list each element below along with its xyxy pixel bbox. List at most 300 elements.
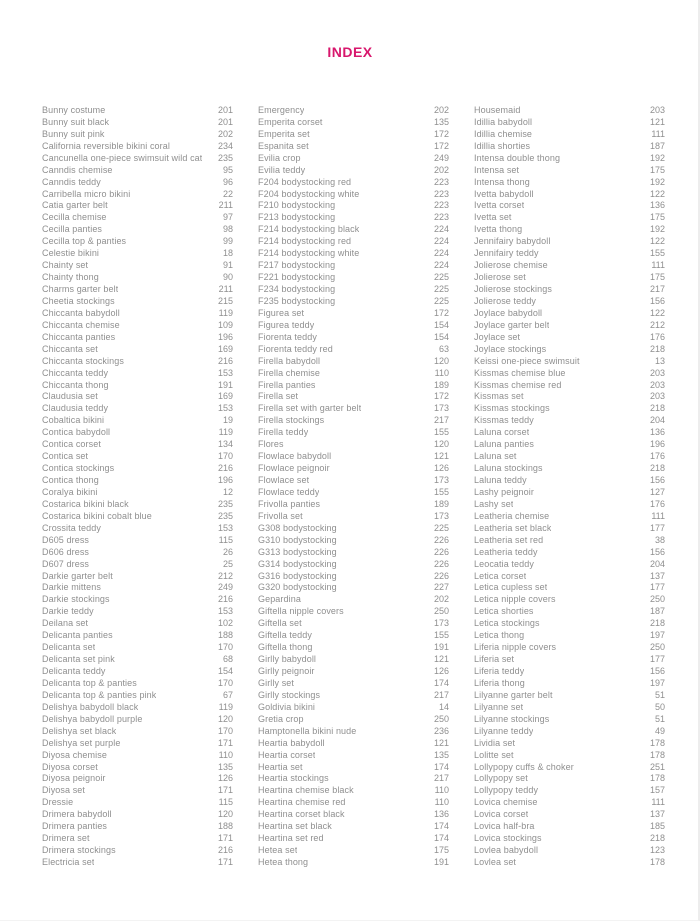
- entry-name: Letica thong: [474, 630, 525, 641]
- entry-name: Laluna set: [474, 451, 517, 462]
- index-row: [474, 271, 665, 283]
- entry-page-number: 216: [217, 594, 233, 605]
- index-row: [258, 414, 449, 426]
- entry-name: Claudusia teddy: [42, 403, 109, 414]
- index-row: [474, 104, 665, 116]
- entry-page-number: 203: [649, 391, 665, 402]
- entry-page-number: 178: [649, 857, 665, 868]
- entry-name: Darkie teddy: [42, 606, 94, 617]
- entry-page-number: 188: [217, 821, 233, 832]
- entry-name: Flores: [258, 439, 284, 450]
- index-row: [258, 450, 449, 462]
- entry-name: G316 bodystocking: [258, 570, 337, 581]
- entry-page-number: 218: [649, 343, 665, 354]
- entry-name: F221 bodystocking: [258, 272, 336, 283]
- entry-name: Lovica stockings: [474, 833, 542, 844]
- index-row: [42, 307, 233, 319]
- entry-page-number: 225: [433, 522, 449, 533]
- entry-page-number: 216: [217, 463, 233, 474]
- entry-name: Canndis chemise: [42, 164, 113, 175]
- index-row: [42, 593, 233, 605]
- index-row: [258, 259, 449, 271]
- entry-page-number: 197: [649, 630, 665, 641]
- index-row: [42, 128, 233, 140]
- entry-name: Idillia babydoll: [474, 116, 533, 127]
- entry-name: Emergency: [258, 104, 305, 115]
- entry-page-number: 249: [217, 582, 233, 593]
- entry-name: Cecilla chemise: [42, 212, 107, 223]
- index-row: [42, 331, 233, 343]
- entry-page-number: 216: [217, 355, 233, 366]
- index-row: [42, 546, 233, 558]
- entry-page-number: 225: [433, 272, 449, 283]
- entry-name: Liferia set: [474, 654, 515, 665]
- entry-page-number: 178: [649, 773, 665, 784]
- entry-page-number: 156: [649, 666, 665, 677]
- entry-page-number: 175: [433, 845, 449, 856]
- entry-page-number: 218: [649, 463, 665, 474]
- entry-name: Heartina set red: [258, 833, 324, 844]
- index-row: [258, 367, 449, 379]
- entry-page-number: 218: [649, 833, 665, 844]
- entry-name: Jolierose chemise: [474, 260, 548, 271]
- entry-page-number: 119: [218, 307, 233, 318]
- entry-page-number: 174: [433, 821, 449, 832]
- entry-page-number: 250: [649, 594, 665, 605]
- index-row: [258, 283, 449, 295]
- entry-page-number: 175: [649, 212, 665, 223]
- entry-page-number: 126: [433, 463, 449, 474]
- index-row: [258, 773, 449, 785]
- entry-page-number: 202: [433, 164, 449, 175]
- entry-name: Celestie bikini: [42, 248, 100, 259]
- entry-name: F235 bodystocking: [258, 295, 336, 306]
- index-row: [474, 725, 665, 737]
- entry-page-number: 250: [433, 713, 449, 724]
- entry-name: D607 dress: [42, 558, 90, 569]
- entry-name: Laluna corset: [474, 427, 530, 438]
- entry-name: F214 bodystocking black: [258, 224, 360, 235]
- index-row: [42, 438, 233, 450]
- entry-name: Drimera babydoll: [42, 809, 112, 820]
- index-row: [42, 796, 233, 808]
- index-row: [474, 152, 665, 164]
- index-row: [258, 593, 449, 605]
- index-row: [42, 379, 233, 391]
- entry-name: Dressie: [42, 797, 74, 808]
- index-row: [42, 725, 233, 737]
- index-row: [258, 402, 449, 414]
- entry-name: G313 bodystocking: [258, 546, 337, 557]
- entry-page-number: 67: [222, 689, 233, 700]
- entry-name: Flowlace babydoll: [258, 451, 332, 462]
- index-row: [258, 391, 449, 403]
- entry-name: Delishya set purple: [42, 737, 121, 748]
- entry-page-number: 224: [433, 260, 449, 271]
- index-row: [42, 319, 233, 331]
- entry-name: Jennifairy babydoll: [474, 236, 551, 247]
- entry-page-number: 249: [433, 152, 449, 163]
- entry-page-number: 122: [649, 307, 665, 318]
- index-row: [42, 749, 233, 761]
- index-row: [258, 235, 449, 247]
- index-row: [474, 223, 665, 235]
- entry-name: Charms garter belt: [42, 284, 119, 295]
- entry-page-number: 50: [654, 701, 665, 712]
- index-row: [474, 426, 665, 438]
- entry-page-number: 203: [649, 367, 665, 378]
- index-row: [474, 593, 665, 605]
- entry-page-number: 227: [433, 582, 449, 593]
- index-row: [474, 677, 665, 689]
- entry-name: Gretia crop: [258, 713, 304, 724]
- entry-page-number: 153: [217, 606, 233, 617]
- index-row: [474, 283, 665, 295]
- entry-page-number: 137: [649, 809, 665, 820]
- entry-name: Carribella micro bikini: [42, 188, 131, 199]
- entry-name: Chainty set: [42, 260, 89, 271]
- entry-page-number: 123: [649, 845, 665, 856]
- entry-name: F217 bodystocking: [258, 260, 336, 271]
- index-row: [42, 152, 233, 164]
- index-row: [474, 319, 665, 331]
- index-row: [474, 247, 665, 259]
- index-row: [474, 140, 665, 152]
- entry-page-number: 111: [651, 128, 665, 139]
- index-row: [474, 498, 665, 510]
- index-row: [474, 629, 665, 641]
- entry-name: Housemaid: [474, 104, 521, 115]
- index-row: [474, 653, 665, 665]
- entry-name: Emperita corset: [258, 116, 323, 127]
- entry-name: Costarica bikini cobalt blue: [42, 510, 152, 521]
- entry-page-number: 95: [222, 164, 233, 175]
- index-row: [258, 653, 449, 665]
- entry-page-number: 189: [433, 379, 449, 390]
- entry-page-number: 204: [649, 558, 665, 569]
- index-row: [258, 271, 449, 283]
- index-row: [42, 844, 233, 856]
- entry-page-number: 175: [649, 272, 665, 283]
- entry-name: Ivetta thong: [474, 224, 523, 235]
- index-row: [258, 462, 449, 474]
- index-row: [474, 737, 665, 749]
- entry-page-number: 235: [217, 152, 233, 163]
- entry-page-number: 192: [649, 176, 665, 187]
- entry-page-number: 170: [217, 725, 233, 736]
- index-row: [258, 307, 449, 319]
- index-row: [258, 761, 449, 773]
- entry-page-number: 187: [649, 140, 665, 151]
- entry-page-number: 170: [217, 451, 233, 462]
- entry-name: Girlly peignoir: [258, 666, 315, 677]
- index-row: [474, 605, 665, 617]
- entry-page-number: 153: [217, 367, 233, 378]
- entry-page-number: 12: [222, 486, 233, 497]
- entry-name: Lovlea babydoll: [474, 845, 539, 856]
- index-column-1: [42, 104, 233, 868]
- entry-page-number: 22: [222, 188, 233, 199]
- entry-name: Firella set with garter belt: [258, 403, 362, 414]
- index-row: [42, 450, 233, 462]
- entry-page-number: 250: [649, 642, 665, 653]
- entry-page-number: 192: [649, 224, 665, 235]
- index-row: [42, 784, 233, 796]
- entry-page-number: 169: [217, 391, 233, 402]
- entry-name: Girlly set: [258, 677, 295, 688]
- entry-page-number: 63: [438, 343, 449, 354]
- index-row: [42, 140, 233, 152]
- entry-page-number: 137: [649, 570, 665, 581]
- entry-name: Chiccanta babydoll: [42, 307, 120, 318]
- entry-page-number: 171: [217, 833, 233, 844]
- entry-page-number: 177: [649, 654, 665, 665]
- entry-page-number: 14: [438, 701, 449, 712]
- index-row: [474, 391, 665, 403]
- entry-name: Fiorenta teddy: [258, 331, 317, 342]
- entry-page-number: 226: [433, 546, 449, 557]
- index-row: [474, 617, 665, 629]
- entry-page-number: 121: [433, 451, 449, 462]
- index-row: [42, 534, 233, 546]
- entry-page-number: 172: [433, 307, 449, 318]
- entry-page-number: 188: [217, 630, 233, 641]
- entry-page-number: 216: [217, 845, 233, 856]
- entry-name: Jolierose teddy: [474, 295, 537, 306]
- entry-page-number: 154: [433, 319, 449, 330]
- index-row: [42, 104, 233, 116]
- entry-name: Ivetta corset: [474, 200, 525, 211]
- entry-page-number: 191: [433, 642, 449, 653]
- index-row: [474, 665, 665, 677]
- index-row: [258, 343, 449, 355]
- entry-page-number: 204: [649, 415, 665, 426]
- entry-name: F210 bodystocking: [258, 200, 336, 211]
- entry-page-number: 135: [433, 116, 449, 127]
- index-row: [42, 295, 233, 307]
- entry-name: Laluna teddy: [474, 475, 527, 486]
- entry-name: Chiccanta teddy: [42, 367, 109, 378]
- index-row: [474, 844, 665, 856]
- index-row: [258, 474, 449, 486]
- entry-name: G310 bodystocking: [258, 534, 337, 545]
- entry-page-number: 191: [217, 379, 233, 390]
- entry-page-number: 185: [649, 821, 665, 832]
- entry-page-number: 121: [433, 737, 449, 748]
- index-row: [474, 713, 665, 725]
- entry-page-number: 176: [649, 331, 665, 342]
- entry-name: Bunny suit pink: [42, 128, 105, 139]
- index-row: [42, 116, 233, 128]
- entry-page-number: 49: [654, 725, 665, 736]
- index-row: [42, 498, 233, 510]
- entry-page-number: 110: [434, 367, 449, 378]
- entry-page-number: 251: [649, 761, 665, 772]
- entry-page-number: 119: [218, 701, 233, 712]
- entry-page-number: 189: [433, 498, 449, 509]
- index-row: [474, 761, 665, 773]
- index-row: [258, 617, 449, 629]
- index-row: [258, 498, 449, 510]
- index-row: [258, 749, 449, 761]
- entry-name: Kissmas chemise blue: [474, 367, 566, 378]
- entry-page-number: 235: [217, 498, 233, 509]
- entry-name: Keissi one-piece swimsuit: [474, 355, 580, 366]
- index-row: [258, 510, 449, 522]
- entry-page-number: 135: [217, 761, 233, 772]
- index-row: [258, 832, 449, 844]
- entry-name: Heartina chemise black: [258, 785, 354, 796]
- entry-page-number: 110: [434, 785, 449, 796]
- entry-page-number: 19: [222, 415, 233, 426]
- index-row: [42, 414, 233, 426]
- index-row: [474, 379, 665, 391]
- entry-name: Gepardina: [258, 594, 301, 605]
- index-row: [474, 295, 665, 307]
- entry-name: Drimera stockings: [42, 845, 116, 856]
- entry-name: Joylace set: [474, 331, 521, 342]
- entry-name: Lovlea set: [474, 857, 517, 868]
- entry-name: D605 dress: [42, 534, 90, 545]
- index-row: [42, 271, 233, 283]
- index-row: [258, 164, 449, 176]
- entry-name: Chiccanta set: [42, 343, 98, 354]
- entry-page-number: 68: [222, 654, 233, 665]
- entry-name: Contica babydoll: [42, 427, 111, 438]
- entry-name: Leatheria chemise: [474, 510, 550, 521]
- index-row: [258, 104, 449, 116]
- entry-name: Laluna stockings: [474, 463, 543, 474]
- entry-page-number: 215: [217, 295, 233, 306]
- entry-page-number: 154: [433, 331, 449, 342]
- entry-name: Firella set: [258, 391, 299, 402]
- entry-name: Deilana set: [42, 618, 89, 629]
- entry-name: Crossita teddy: [42, 522, 101, 533]
- entry-page-number: 225: [433, 295, 449, 306]
- index-row: [42, 164, 233, 176]
- index-row: [474, 200, 665, 212]
- entry-page-number: 155: [433, 630, 449, 641]
- entry-page-number: 202: [433, 594, 449, 605]
- entry-name: Ivetta set: [474, 212, 512, 223]
- index-row: [474, 641, 665, 653]
- entry-page-number: 223: [433, 200, 449, 211]
- entry-name: F234 bodystocking: [258, 284, 336, 295]
- entry-name: Delicanta top & panties: [42, 677, 137, 688]
- entry-name: Letica corset: [474, 570, 527, 581]
- index-row: [258, 534, 449, 546]
- entry-name: Contica stockings: [42, 463, 115, 474]
- index-row: [42, 641, 233, 653]
- entry-page-number: 226: [433, 570, 449, 581]
- entry-page-number: 153: [217, 522, 233, 533]
- entry-name: Hetea thong: [258, 857, 309, 868]
- index-row: [258, 319, 449, 331]
- entry-page-number: 196: [649, 439, 665, 450]
- index-row: [474, 534, 665, 546]
- entry-name: Laluna panties: [474, 439, 534, 450]
- entry-page-number: 102: [217, 618, 233, 629]
- index-row: [474, 689, 665, 701]
- entry-page-number: 99: [222, 236, 233, 247]
- entry-page-number: 174: [433, 833, 449, 844]
- entry-name: Lollypopy cuffs & choker: [474, 761, 574, 772]
- entry-name: Canndis teddy: [42, 176, 101, 187]
- entry-page-number: 157: [649, 785, 665, 796]
- entry-page-number: 119: [218, 427, 233, 438]
- index-row: [474, 414, 665, 426]
- index-row: [42, 223, 233, 235]
- entry-name: Cecilla panties: [42, 224, 103, 235]
- index-row: [258, 796, 449, 808]
- index-row: [42, 617, 233, 629]
- index-row: [258, 808, 449, 820]
- entry-name: Bunny suit black: [42, 116, 110, 127]
- index-row: [42, 856, 233, 868]
- entry-name: Claudusia set: [42, 391, 98, 402]
- entry-page-number: 171: [217, 785, 233, 796]
- index-row: [42, 773, 233, 785]
- entry-page-number: 135: [433, 749, 449, 760]
- entry-name: Hamptonella bikini nude: [258, 725, 357, 736]
- entry-name: F204 bodystocking red: [258, 176, 352, 187]
- entry-page-number: 226: [433, 558, 449, 569]
- entry-name: Intensa thong: [474, 176, 530, 187]
- entry-name: F213 bodystocking: [258, 212, 336, 223]
- entry-name: Delishya babydoll purple: [42, 713, 143, 724]
- index-row: [258, 546, 449, 558]
- entry-page-number: 120: [217, 713, 233, 724]
- entry-name: Girlly stockings: [258, 689, 321, 700]
- entry-page-number: 97: [222, 212, 233, 223]
- entry-page-number: 110: [434, 797, 449, 808]
- index-row: [474, 749, 665, 761]
- index-row: [258, 582, 449, 594]
- entry-page-number: 120: [217, 809, 233, 820]
- index-row: [258, 223, 449, 235]
- index-row: [258, 629, 449, 641]
- entry-page-number: 224: [433, 248, 449, 259]
- entry-page-number: 115: [218, 797, 233, 808]
- entry-page-number: 111: [651, 797, 665, 808]
- entry-page-number: 173: [433, 618, 449, 629]
- entry-name: Evilia teddy: [258, 164, 306, 175]
- entry-name: Girlly babydoll: [258, 654, 317, 665]
- entry-name: Diyosa chemise: [42, 749, 107, 760]
- entry-name: Heartia stockings: [258, 773, 329, 784]
- entry-page-number: 202: [433, 104, 449, 115]
- entry-name: Lashy peignoir: [474, 486, 534, 497]
- index-row: [474, 367, 665, 379]
- entry-page-number: 109: [217, 319, 233, 330]
- entry-name: Intensa double thong: [474, 152, 561, 163]
- entry-page-number: 218: [649, 403, 665, 414]
- entry-page-number: 218: [649, 618, 665, 629]
- entry-page-number: 211: [218, 200, 233, 211]
- entry-name: Lovica half-bra: [474, 821, 535, 832]
- entry-page-number: 187: [649, 606, 665, 617]
- entry-page-number: 235: [217, 510, 233, 521]
- entry-name: Delicanta set pink: [42, 654, 115, 665]
- index-row: [258, 379, 449, 391]
- index-row: [258, 558, 449, 570]
- entry-name: Chiccanta thong: [42, 379, 109, 390]
- entry-page-number: 122: [649, 188, 665, 199]
- entry-name: Flowlace teddy: [258, 486, 320, 497]
- index-row: [42, 558, 233, 570]
- index-row: [474, 128, 665, 140]
- entry-page-number: 201: [217, 104, 233, 115]
